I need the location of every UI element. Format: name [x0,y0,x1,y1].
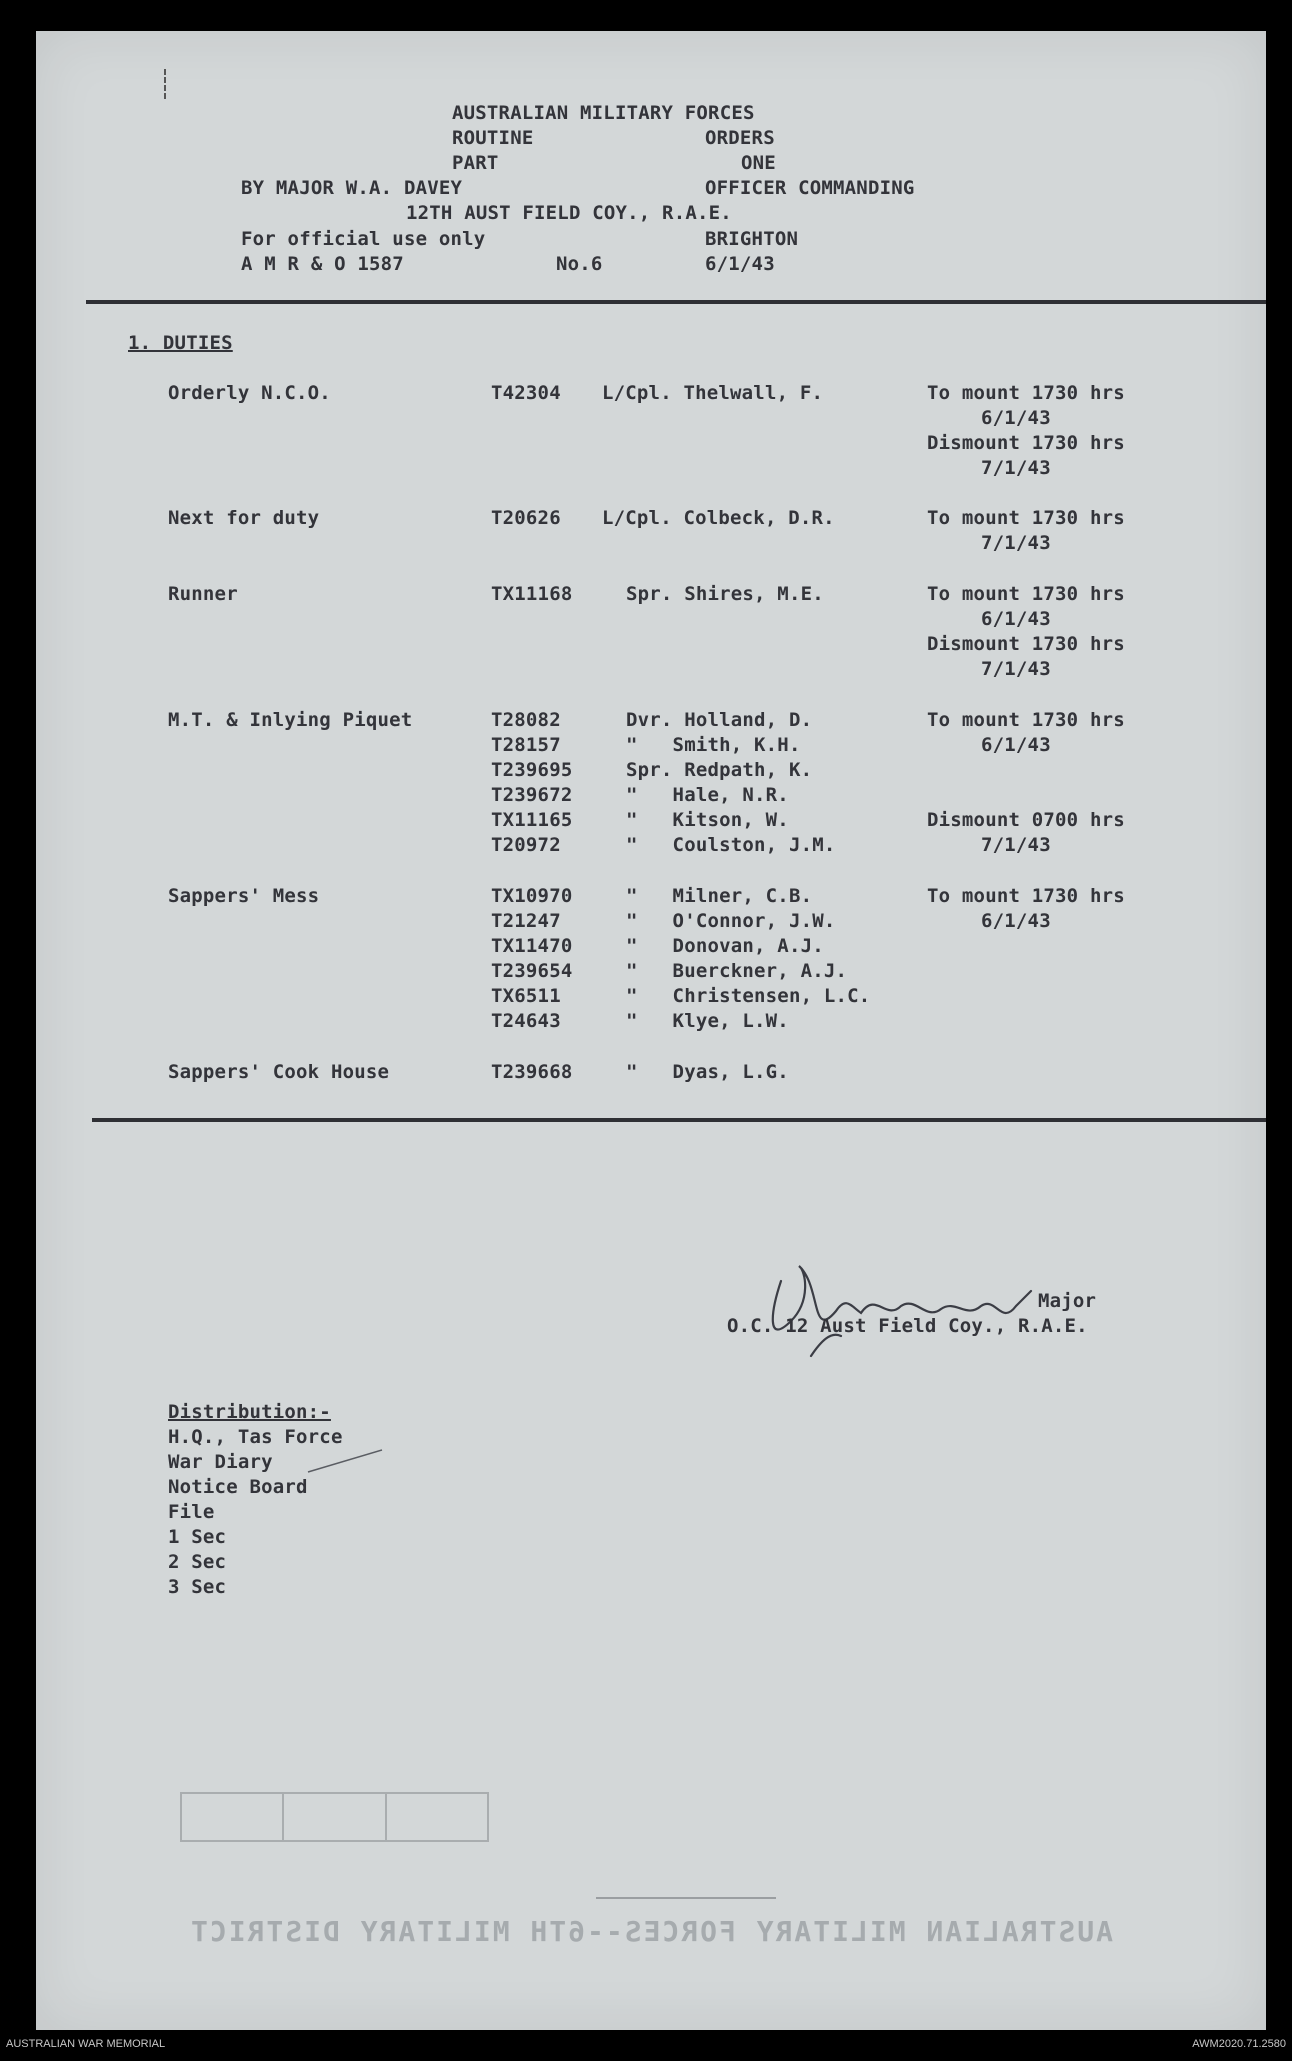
stamp-box-cell [182,1794,284,1840]
officer-title: OFFICER COMMANDING [705,177,915,199]
service-number: TX10970 [491,885,573,907]
service-number: T239672 [491,784,573,806]
order-date: 6/1/43 [705,253,775,275]
soldier-name: Spr. Redpath, K. [626,759,813,781]
section-title: 1. DUTIES [128,332,233,354]
part-label: PART [452,152,499,174]
duty-time-note: 7/1/43 [981,658,1051,680]
duty-label-cookhouse: Sappers' Cook House [168,1061,390,1083]
distribution-item: File [168,1501,215,1523]
unit-name: 12TH AUST FIELD COY., R.A.E. [406,202,732,224]
soldier-name: " Christensen, L.C. [626,985,871,1007]
duty-time-note: 7/1/43 [981,532,1051,554]
service-number: T24643 [491,1010,561,1032]
duty-time-note: 7/1/43 [981,457,1051,479]
duty-time-note: Dismount 0700 hrs [927,809,1125,831]
soldier-name: L/Cpl. Colbeck, D.R. [602,507,835,529]
duty-label-next: Next for duty [168,507,320,529]
part-number: ONE [741,152,776,174]
duty-label-piquet: M.T. & Inlying Piquet [168,709,413,731]
soldier-name: " Klye, L.W. [626,1010,789,1032]
handwritten-signature [751,1251,1071,1361]
duty-label-mess: Sappers' Mess [168,885,320,907]
stamp-box-cell [387,1794,487,1840]
duty-time-note: To mount 1730 hrs [927,583,1125,605]
service-number: TX11470 [491,935,573,957]
duty-time-note: Dismount 1730 hrs [927,633,1125,655]
soldier-name: " Kitson, W. [626,809,789,831]
force-heading: AUSTRALIAN MILITARY FORCES [452,102,755,124]
distribution-title: Distribution:- [168,1401,331,1423]
distribution-item: War Diary [168,1451,273,1473]
order-number: No.6 [556,253,603,275]
issuer-line: BY MAJOR W.A. DAVEY [241,177,463,199]
duty-time-note: 7/1/43 [981,834,1051,856]
service-number: T239668 [491,1061,573,1083]
duty-time-note: To mount 1730 hrs [927,382,1125,404]
signatory-title: O.C. 12 Aust Field Coy., R.A.E. [727,1315,1088,1337]
routine-label: ROUTINE [452,127,534,149]
duty-time-note: Dismount 1730 hrs [927,432,1125,454]
duty-label-runner: Runner [168,583,238,605]
service-number: TX11165 [491,809,573,831]
bottom-rule [92,1118,1266,1122]
top-rule [86,300,1266,304]
service-number: T28157 [491,734,561,756]
service-number: T20626 [491,507,561,529]
distribution-item: H.Q., Tas Force [168,1426,343,1448]
stamp-box-grid [180,1792,489,1842]
location: BRIGHTON [705,228,799,250]
orders-label: ORDERS [705,127,775,149]
binder-mark [164,69,169,99]
soldier-name: " Dyas, L.G. [626,1061,789,1083]
distribution-item: 3 Sec [168,1576,227,1598]
soldier-name: " O'Connor, J.W. [626,910,836,932]
pencil-tick-mark [306,1446,386,1476]
soldier-name: " Donovan, A.J. [626,935,824,957]
soldier-name: Dvr. Holland, D. [626,709,813,731]
soldier-name: " Coulston, J.M. [626,834,836,856]
duty-time-note: To mount 1730 hrs [927,885,1125,907]
soldier-name: " Smith, K.H. [626,734,801,756]
archive-footer-right: AWM2020.71.2580 [1192,2038,1286,2050]
soldier-name: L/Cpl. Thelwall, F. [602,382,824,404]
signatory-rank: Major [1038,1290,1097,1312]
mirrored-letterhead: AUSTRALIAN MILITARY FORCES--6TH MILITARY DISTRICT [189,1915,1114,1948]
document-page [36,31,1266,2030]
soldier-name: " Hale, N.R. [626,784,789,806]
service-number: T239654 [491,960,573,982]
soldier-name: Spr. Shires, M.E. [626,583,824,605]
amr-reference: A M R & O 1587 [241,253,404,275]
distribution-item: 2 Sec [168,1551,227,1573]
service-number: T28082 [491,709,561,731]
duty-time-note: To mount 1730 hrs [927,709,1125,731]
service-number: T42304 [491,382,561,404]
soldier-name: " Milner, C.B. [626,885,813,907]
distribution-item: 1 Sec [168,1526,227,1548]
service-number: TX11168 [491,583,573,605]
classification: For official use only [241,228,486,250]
duty-time-note: 6/1/43 [981,910,1051,932]
duty-time-note: 6/1/43 [981,734,1051,756]
service-number: TX6511 [491,985,561,1007]
distribution-item: Notice Board [168,1476,308,1498]
duty-time-note: 6/1/43 [981,407,1051,429]
stamp-box-cell [284,1794,386,1840]
faint-rule [596,1897,776,1899]
duty-time-note: To mount 1730 hrs [927,507,1125,529]
soldier-name: " Buerckner, A.J. [626,960,848,982]
archive-footer-left: AUSTRALIAN WAR MEMORIAL [6,2038,166,2050]
service-number: T21247 [491,910,561,932]
service-number: T20972 [491,834,561,856]
duty-time-note: 6/1/43 [981,608,1051,630]
service-number: T239695 [491,759,573,781]
duty-label-orderly: Orderly N.C.O. [168,382,331,404]
